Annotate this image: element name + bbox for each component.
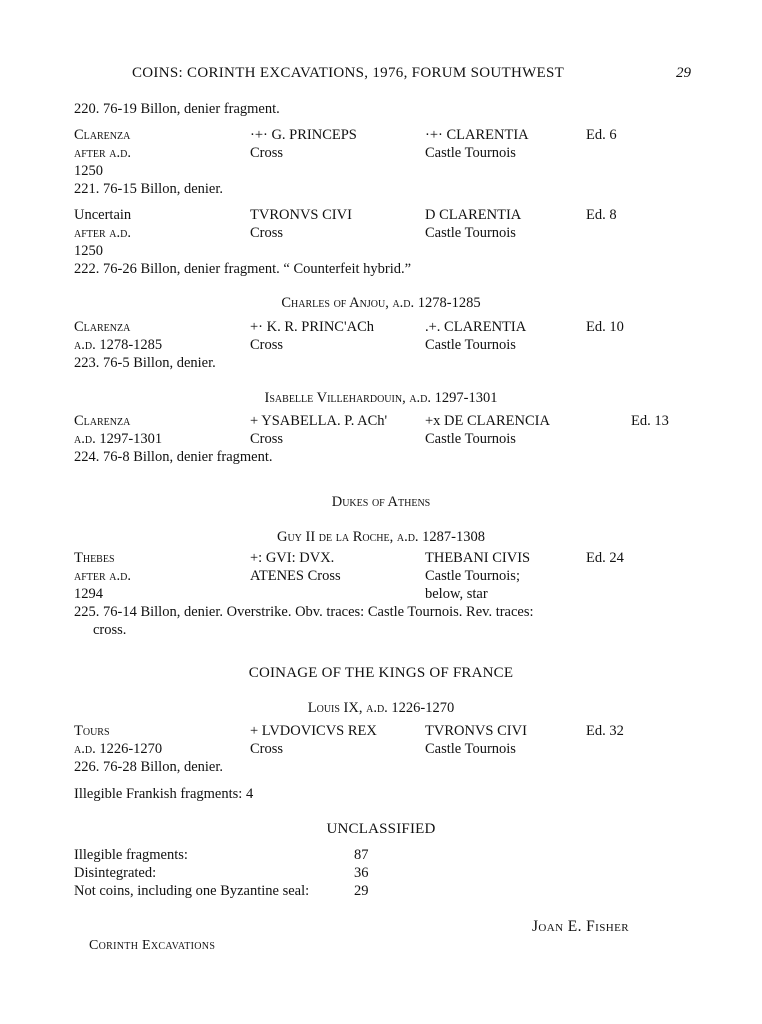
reverse-legend: ·+· CLARENTIA [425, 127, 529, 143]
date-label: after a.d. [74, 225, 131, 241]
mint: Clarenza [74, 127, 131, 143]
mint: Clarenza [74, 413, 131, 429]
date-label: after a.d. [74, 568, 131, 584]
summary-row [74, 846, 674, 864]
reverse-note: below, star [425, 586, 488, 602]
edition-ref: Ed. 32 [586, 723, 624, 739]
coin-row-clarenza-2 [74, 318, 674, 372]
obverse-type: Cross [250, 741, 284, 757]
reverse-type: Castle Tournois [425, 741, 516, 757]
obverse-type: Cross [250, 225, 284, 241]
reverse-type: Castle Tournois; [425, 568, 520, 584]
mint: Thebes [74, 550, 115, 566]
entry-line: 226. 76-28 Billon, denier. [74, 759, 224, 775]
obverse-legend: +· K. R. PRINC'ACh [250, 319, 374, 335]
summary-label: Not coins, including one Byzantine seal: [74, 883, 310, 899]
section-heading-dukes: Dukes of Athens [331, 494, 431, 510]
date-year: 1294 [74, 586, 103, 602]
reverse-legend: .+. CLARENTIA [425, 319, 527, 335]
date-year: 1250 [74, 163, 103, 179]
page-header [0, 64, 762, 84]
obverse-type: Cross [250, 431, 284, 447]
entry-line: 220. 76-19 Billon, denier fragment. [74, 101, 280, 117]
edition-ref: Ed. 8 [586, 207, 617, 223]
obverse-legend: +: GVI: DVX. [250, 550, 335, 566]
entry-line-continued: cross. [93, 622, 127, 638]
date-range: a.d. 1278-1285 [74, 337, 163, 353]
author-name: Joan E. Fisher [532, 918, 629, 935]
edition-ref: Ed. 6 [586, 127, 617, 143]
entry-line: 224. 76-8 Billon, denier fragment. [74, 449, 273, 465]
author-affiliation: Corinth Excavations [89, 938, 216, 953]
date-label: after a.d. [74, 145, 131, 161]
entry-220 [74, 100, 674, 118]
date-range: a.d. 1297-1301 [74, 431, 163, 447]
edition-ref: Ed. 13 [631, 413, 669, 429]
obverse-legend: ·+· G. PRINCEPS [250, 127, 357, 143]
frankish-fragments [74, 785, 674, 803]
entry-line: 223. 76-5 Billon, denier. [74, 355, 216, 371]
obverse-legend: TVRONVS CIVI [250, 207, 352, 223]
coin-row-thebes [74, 549, 674, 639]
obverse-legend: + LVDOVICVS REX [250, 723, 377, 739]
entry-line: 221. 76-15 Billon, denier. [74, 181, 224, 197]
mint: Uncertain [74, 207, 132, 223]
obverse-type: Cross [250, 145, 284, 161]
summary-label: Disintegrated: [74, 865, 157, 881]
mint: Clarenza [74, 319, 131, 335]
edition-ref: Ed. 10 [586, 319, 624, 335]
coin-row-clarenza-3 [74, 412, 674, 466]
obverse-type: ATENES Cross [250, 568, 341, 584]
reverse-legend: TVRONVS CIVI [425, 723, 527, 739]
date-year: 1250 [74, 243, 103, 259]
ruler-heading-charles: Charles of Anjou, a.d. 1278-1285 [281, 295, 481, 311]
entry-line: 225. 76-14 Billon, denier. Overstrike. Obv. traces: Castle Tournois. Rev. traces: [74, 604, 534, 620]
mint: Tours [74, 723, 110, 739]
page-number: 29 [676, 65, 691, 81]
reverse-type: Castle Tournois [425, 225, 516, 241]
ruler-heading-louis: Louis IX, a.d. 1226-1270 [307, 700, 455, 716]
unclassified-table [74, 846, 674, 900]
summary-label: Illegible fragments: [74, 847, 188, 863]
coin-row-uncertain [74, 206, 674, 278]
frankish-fragments-text: Illegible Frankish fragments: 4 [74, 786, 254, 802]
summary-value: 87 [354, 847, 369, 863]
reverse-type: Castle Tournois [425, 145, 516, 161]
ruler-heading-isabelle: Isabelle Villehardouin, a.d. 1297-1301 [264, 390, 498, 406]
running-title: COINS: CORINTH EXCAVATIONS, 1976, FORUM SOUTHWEST [132, 65, 565, 81]
obverse-legend: + YSABELLA. P. ACh' [250, 413, 388, 429]
summary-value: 36 [354, 865, 369, 881]
reverse-legend: D CLARENTIA [425, 207, 522, 223]
coin-row-tours [74, 722, 674, 776]
date-range: a.d. 1226-1270 [74, 741, 163, 757]
entry-line: 222. 76-26 Billon, denier fragment. “ Counterfeit hybrid.” [74, 261, 412, 277]
ruler-heading-guy: Guy II de la Roche, a.d. 1287-1308 [276, 529, 486, 545]
summary-value: 29 [354, 883, 369, 899]
reverse-type: Castle Tournois [425, 337, 516, 353]
section-heading-unclassified: UNCLASSIFIED [326, 821, 436, 837]
reverse-legend: THEBANI CIVIS [425, 550, 531, 566]
summary-row [74, 864, 674, 882]
summary-row [74, 882, 674, 900]
reverse-type: Castle Tournois [425, 431, 516, 447]
reverse-legend: +x DE CLARENCIA [425, 413, 550, 429]
coin-row-clarenza-1 [74, 126, 674, 198]
edition-ref: Ed. 24 [586, 550, 624, 566]
section-heading-france: COINAGE OF THE KINGS OF FRANCE [248, 665, 514, 681]
obverse-type: Cross [250, 337, 284, 353]
